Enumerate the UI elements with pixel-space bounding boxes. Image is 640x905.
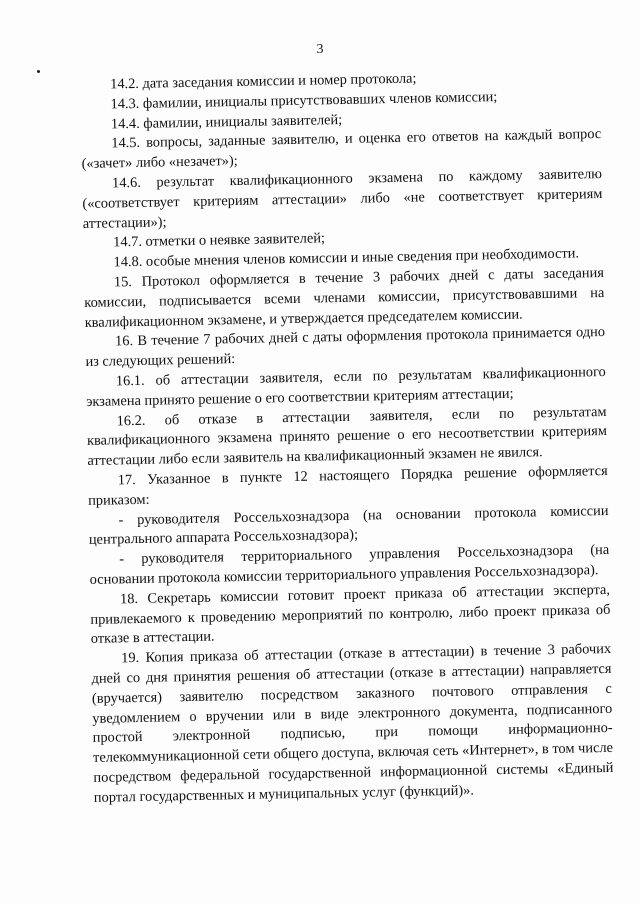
paragraph-14-3: 14.3. фамилии, инициалы присутствовавших членов комиссии; <box>110 88 498 113</box>
paragraph-17-item-2: - руководителя территориального управления Россельхознадзора (на основании протокола комиссии территориального управления Россельхознадзора). <box>89 542 610 588</box>
paragraph-18: 18. Секретарь комиссии готовит проект приказа об аттестации эксперта, привлекаемого к проведению мероприятий по контролю, либо проект приказа об отказе в аттестации. <box>90 581 611 648</box>
paragraph-14-6: 14.6. результат квалификационного экзамена по каждому заявителю («соответствует критериям аттестации» либо «не соответствует критериям аттестации»); <box>82 165 603 232</box>
paragraph-14-2: 14.2. дата заседания комиссии и номер протокола; <box>110 70 417 93</box>
paragraph-16-1: 16.1. об аттестации заявителя, если по результатам квалификационного экзамена принято решение о его соответствии критериям аттестации; <box>86 363 606 410</box>
paragraph-14-4: 14.4. фамилии, инициалы заявителей; <box>110 111 343 133</box>
paragraph-16: 16. В течение 7 рабочих дней с даты оформления протокола принимается одно из следующих решений: <box>85 324 606 371</box>
paragraph-14-7: 14.7. отметки о неявке заявителей; <box>113 230 326 251</box>
paragraph-16-2: 16.2. об отказе в аттестации заявителя, если по результатам квалификационного экзамена принято решение о его несоответствии критериям аттестации либо если заявитель на квалификационный экзамен не явился. <box>86 403 608 470</box>
paragraph-19: 19. Копия приказа об аттестации (отказе в аттестации) в течение 3 рабочих дней со дня принятия решения об аттестации (отказе в аттестации) направляется (вручается) заявителю посредством заказного почтового отправления с уведомлением о вручении или в виде электронного документа, подписанного простой электронной подписью, при помощи информационно-телекоммуникационной сети общего доступа, включая сеть «Интернет», в том числе посредством федеральной государственной информационной системы «Единый портал государственных и муниципальных услуг (функций)». <box>91 641 614 806</box>
paragraph-15: 15. Протокол оформляется в течение 3 рабочих дней с даты заседания комиссии, подписывается всеми членами комиссии, присутствовавшими на квалификационном экзамене, и утверждается председателем комиссии. <box>84 264 605 331</box>
paragraph-17: 17. Указанное в пункте 12 настоящего Порядка решение оформляется приказом: <box>88 462 608 509</box>
scan-speck <box>37 70 40 73</box>
paragraph-17-item-1: - руководителя Россельхознадзора (на основании протокола комиссии центрального аппарата Россельхознадзора); <box>88 502 609 549</box>
document-body <box>80 66 614 808</box>
paragraph-14-8: 14.8. особые мнения членов комиссии и иные сведения при необходимости. <box>113 245 580 271</box>
page-number: 3 <box>316 42 324 57</box>
paragraph-14-5: 14.5. вопросы, заданные заявителю, и оценка его ответов на каждый вопрос («зачет» либо «незачет»); <box>81 126 602 173</box>
